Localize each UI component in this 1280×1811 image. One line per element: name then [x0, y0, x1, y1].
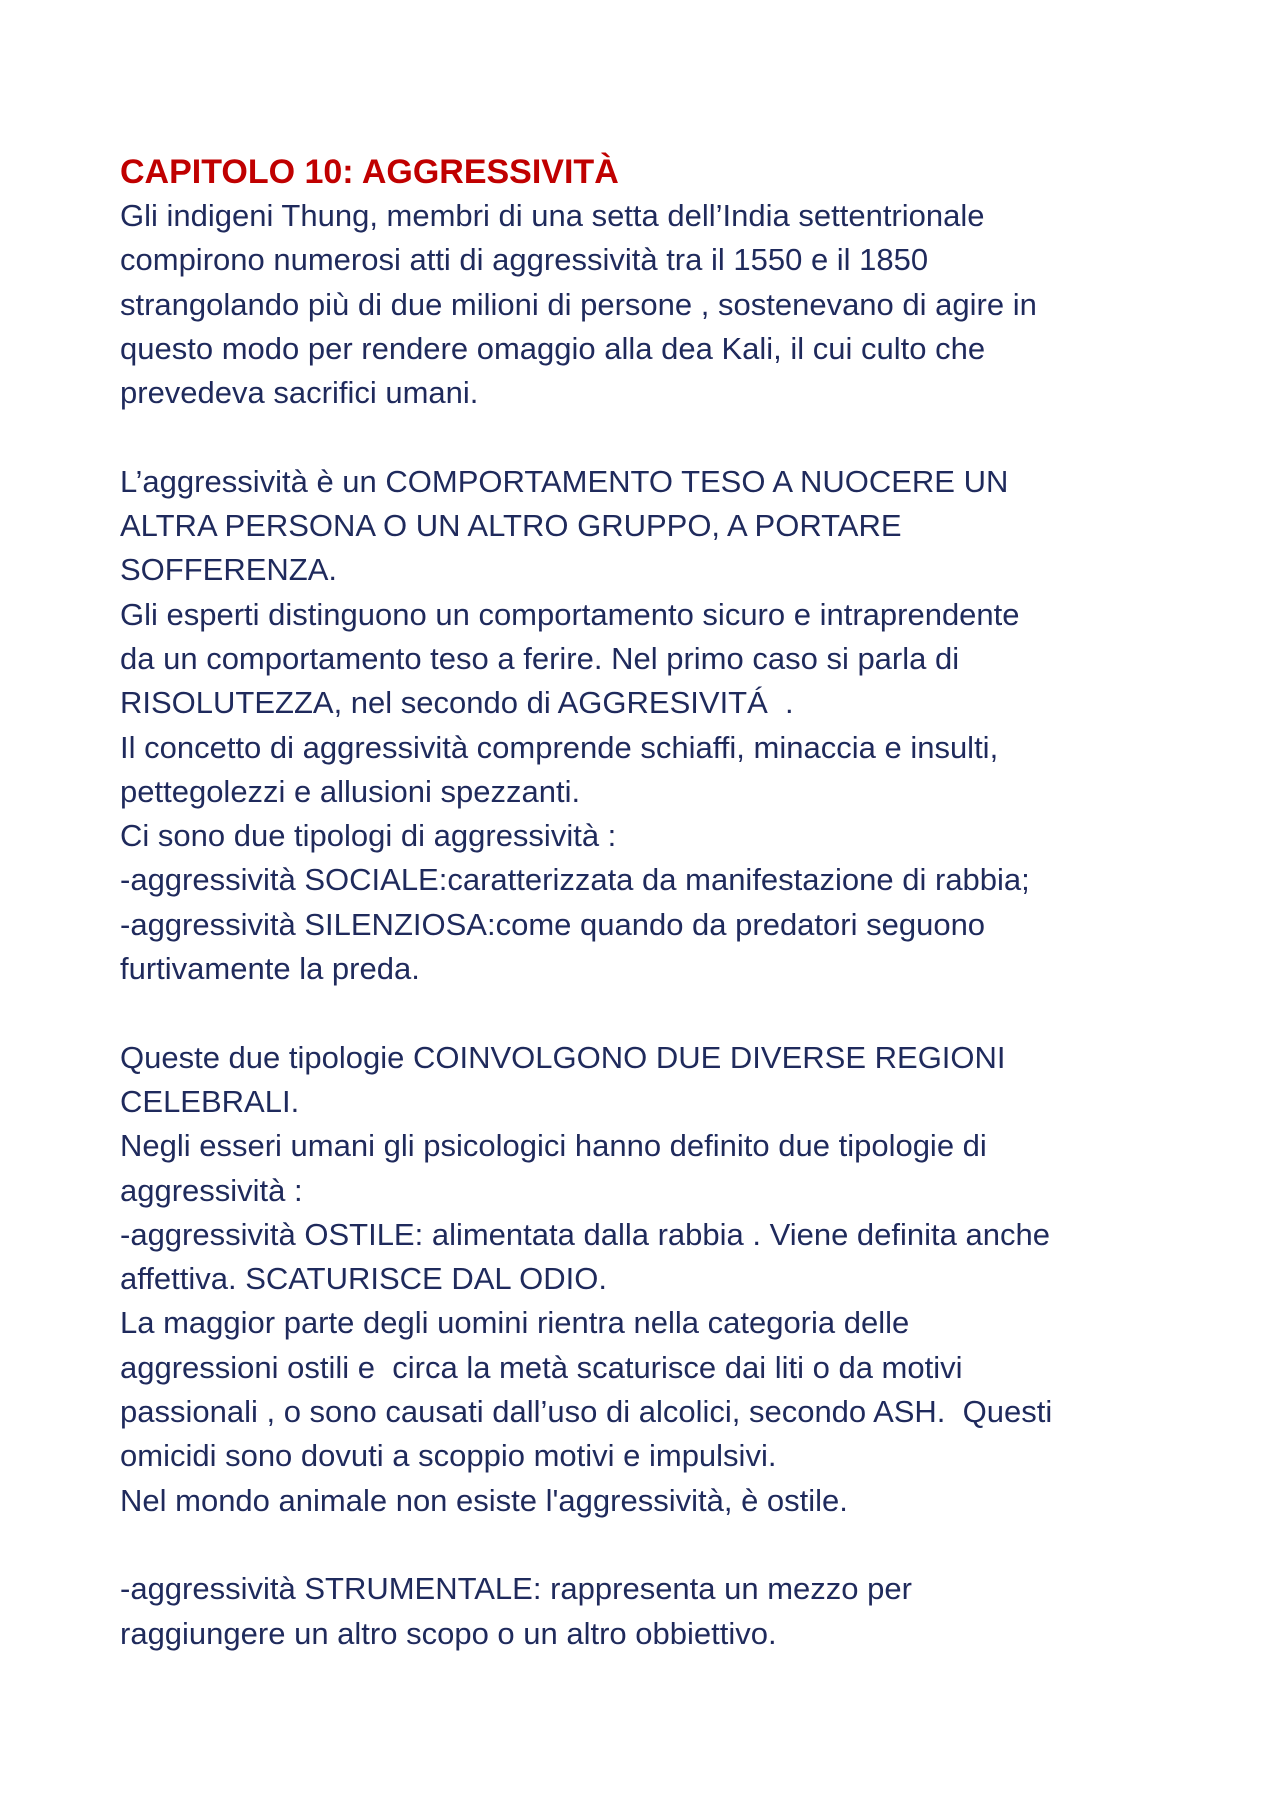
text-line: questo modo per rendere omaggio alla dea Kali, il cui culto che: [120, 330, 986, 366]
text-line: Il concetto di aggressività comprende schiaffi, minaccia e insulti,: [120, 729, 999, 765]
text-line: L’aggressività è un COMPORTAMENTO TESO A NUOCERE UN: [120, 463, 1009, 499]
text-line: CELEBRALI.: [120, 1083, 300, 1119]
text-line: Nel mondo animale non esiste l'aggressività, è ostile.: [120, 1482, 848, 1518]
text-line: strangolando più di due milioni di persone , sostenevano di agire in: [120, 286, 1037, 322]
text-line: -aggressività SOCIALE:caratterizzata da manifestazione di rabbia;: [120, 862, 1030, 898]
paragraph-3: [120, 1036, 1180, 1523]
text-line: -aggressività SILENZIOSA:come quando da predatori seguono: [120, 906, 986, 942]
text-line: -aggressività STRUMENTALE: rappresenta un mezzo per: [120, 1571, 912, 1607]
paragraph-spacer: [120, 415, 1180, 459]
text-line: omicidi sono dovuti a scoppio motivi e impulsivi.: [120, 1438, 777, 1474]
text-line: pettegolezzi e allusioni spezzanti.: [120, 773, 581, 809]
text-line: Gli indigeni Thung, membri di una setta dell’India settentrionale: [120, 198, 985, 233]
chapter-title: CAPITOLO 10: AGGRESSIVITÀ: [120, 153, 619, 191]
paragraph-spacer: [120, 1523, 1180, 1567]
paragraph-2: [120, 460, 1180, 992]
document-page: [120, 150, 1180, 1656]
text-line: Gli esperti distinguono un comportamento sicuro e intraprendente: [120, 596, 1020, 632]
text-line: affettiva. SCATURISCE DAL ODIO.: [120, 1261, 607, 1297]
text-line: compirono numerosi atti di aggressività tra il 1550 e il 1850: [120, 242, 929, 278]
text-line: -aggressività OSTILE: alimentata dalla rabbia . Viene definita anche: [120, 1216, 1050, 1252]
text-line: furtivamente la preda.: [120, 951, 420, 987]
text-line: passionali , o sono causati dall’uso di alcolici, secondo ASH. Questi: [120, 1394, 1053, 1430]
text-line: aggressioni ostili e circa la metà scaturisce dai liti o da motivi: [120, 1349, 963, 1385]
text-line: raggiungere un altro scopo o un altro obbiettivo.: [120, 1615, 777, 1651]
text-line: La maggior parte degli uomini rientra nella categoria delle: [120, 1305, 910, 1341]
paragraph-1: [120, 194, 1180, 415]
text-line: da un comportamento teso a ferire. Nel primo caso si parla di: [120, 640, 960, 676]
text-line: Queste due tipologie COINVOLGONO DUE DIVERSE REGIONI: [120, 1039, 1006, 1075]
text-line: SOFFERENZA.: [120, 552, 338, 588]
paragraph-spacer: [120, 991, 1180, 1035]
paragraph-4: [120, 1567, 1180, 1656]
text-line: RISOLUTEZZA, nel secondo di AGGRESIVITÁ .: [120, 685, 794, 721]
text-line: prevedeva sacrifici umani.: [120, 375, 479, 411]
text-line: aggressività :: [120, 1172, 303, 1208]
text-line: Ci sono due tipologi di aggressività :: [120, 818, 617, 854]
text-line: Negli esseri umani gli psicologici hanno definito due tipologie di: [120, 1128, 987, 1164]
text-line: ALTRA PERSONA O UN ALTRO GRUPPO, A PORTARE: [120, 508, 902, 544]
